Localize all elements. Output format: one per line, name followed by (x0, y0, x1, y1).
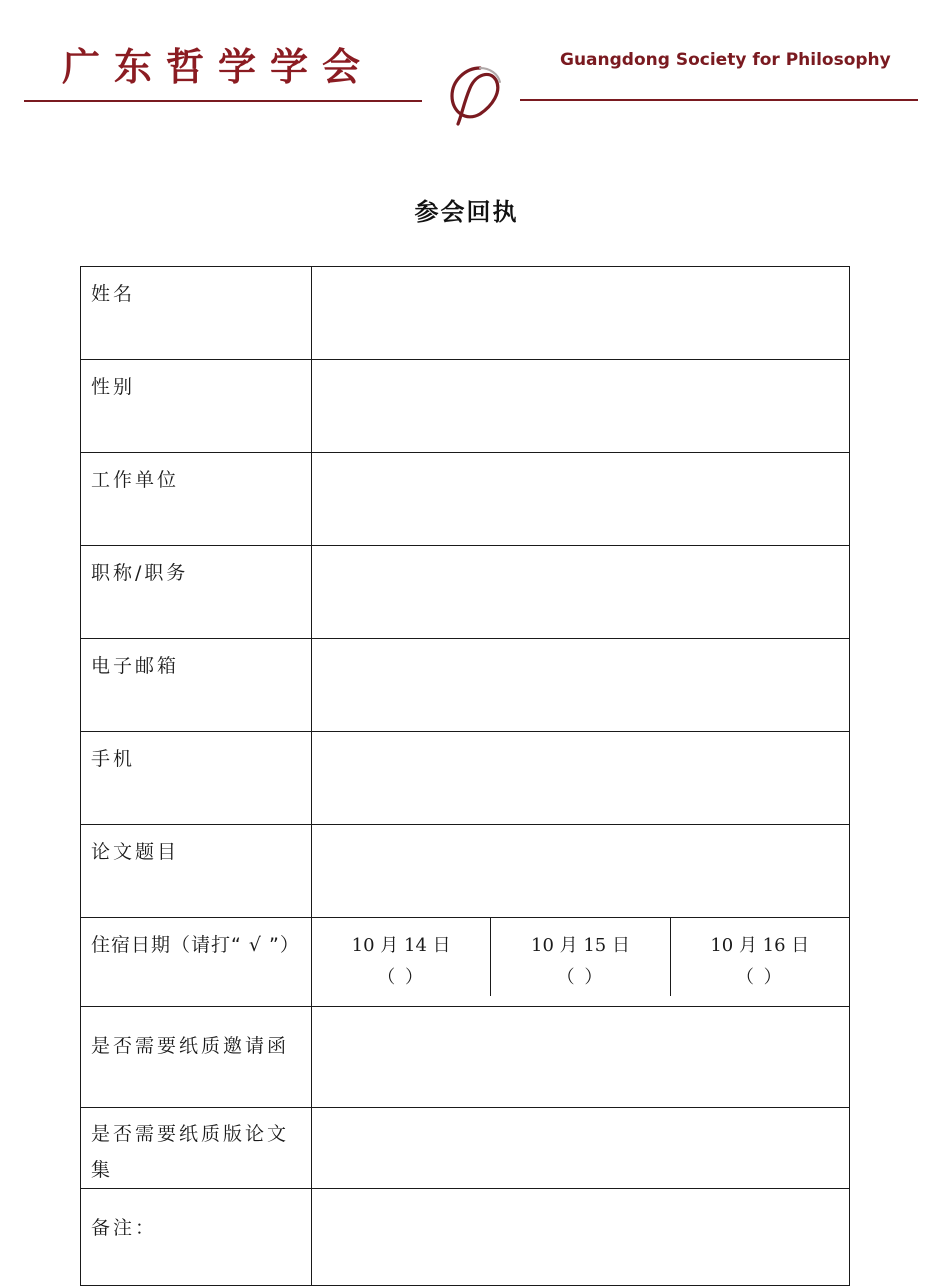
header-divider-left (24, 100, 422, 102)
paper-title-label: 论文题目 (81, 825, 312, 918)
remarks-field[interactable] (312, 1189, 850, 1286)
form-row-paper-title (81, 825, 850, 918)
name-label: 姓名 (81, 267, 312, 360)
stay-date-checkbox[interactable]: （ ） (377, 967, 426, 988)
stay-date-checkbox[interactable]: （ ） (556, 967, 605, 988)
stay-date-label: 10 月 16 日 (710, 935, 810, 956)
form-row-email (81, 639, 850, 732)
gender-field[interactable] (312, 360, 850, 453)
phone-label: 手机 (81, 732, 312, 825)
position-field[interactable] (312, 546, 850, 639)
paper-invitation-label: 是否需要纸质邀请函 (81, 1007, 312, 1108)
email-field[interactable] (312, 639, 850, 732)
employer-label: 工作单位 (81, 453, 312, 546)
letterhead (0, 0, 933, 140)
registration-form-table (80, 266, 850, 1286)
phone-field[interactable] (312, 732, 850, 825)
page-title: 参会回执 (414, 198, 519, 226)
gender-label: 性别 (81, 360, 312, 453)
position-label: 职称/职务 (81, 546, 312, 639)
stay-date-label: 10 月 14 日 (351, 935, 451, 956)
stay-date-option[interactable] (670, 918, 849, 996)
stay-date-checkbox[interactable]: （ ） (735, 967, 784, 988)
org-name-english: Guangdong Society for Philosophy (560, 50, 891, 70)
form-row-paper-invitation (81, 1007, 850, 1108)
form-row-name (81, 267, 850, 360)
form-row-position (81, 546, 850, 639)
paper-invitation-field[interactable] (312, 1007, 850, 1108)
employer-field[interactable] (312, 453, 850, 546)
gsp-logo-icon (440, 62, 506, 126)
name-field[interactable] (312, 267, 850, 360)
paper-proceedings-field[interactable] (312, 1108, 850, 1189)
stay-date-option[interactable] (490, 918, 669, 996)
form-row-stay-dates (81, 918, 850, 1007)
form-row-paper-proceedings (81, 1108, 850, 1189)
stay-dates-cell (312, 918, 850, 1007)
email-label: 电子邮箱 (81, 639, 312, 732)
remarks-label: 备注： (81, 1189, 312, 1286)
org-name-chinese: 广东哲学学会 (62, 45, 375, 89)
header-divider-right (520, 99, 918, 101)
form-row-gender (81, 360, 850, 453)
form-row-remarks (81, 1189, 850, 1286)
stay-date-label: 10 月 15 日 (531, 935, 630, 956)
paper-proceedings-label: 是否需要纸质版论文集 (81, 1108, 312, 1189)
stay-date-option[interactable] (312, 918, 490, 996)
stay-dates-label: 住宿日期（请打“ √ ”） (81, 918, 312, 1007)
form-row-employer (81, 453, 850, 546)
paper-title-field[interactable] (312, 825, 850, 918)
form-row-phone (81, 732, 850, 825)
